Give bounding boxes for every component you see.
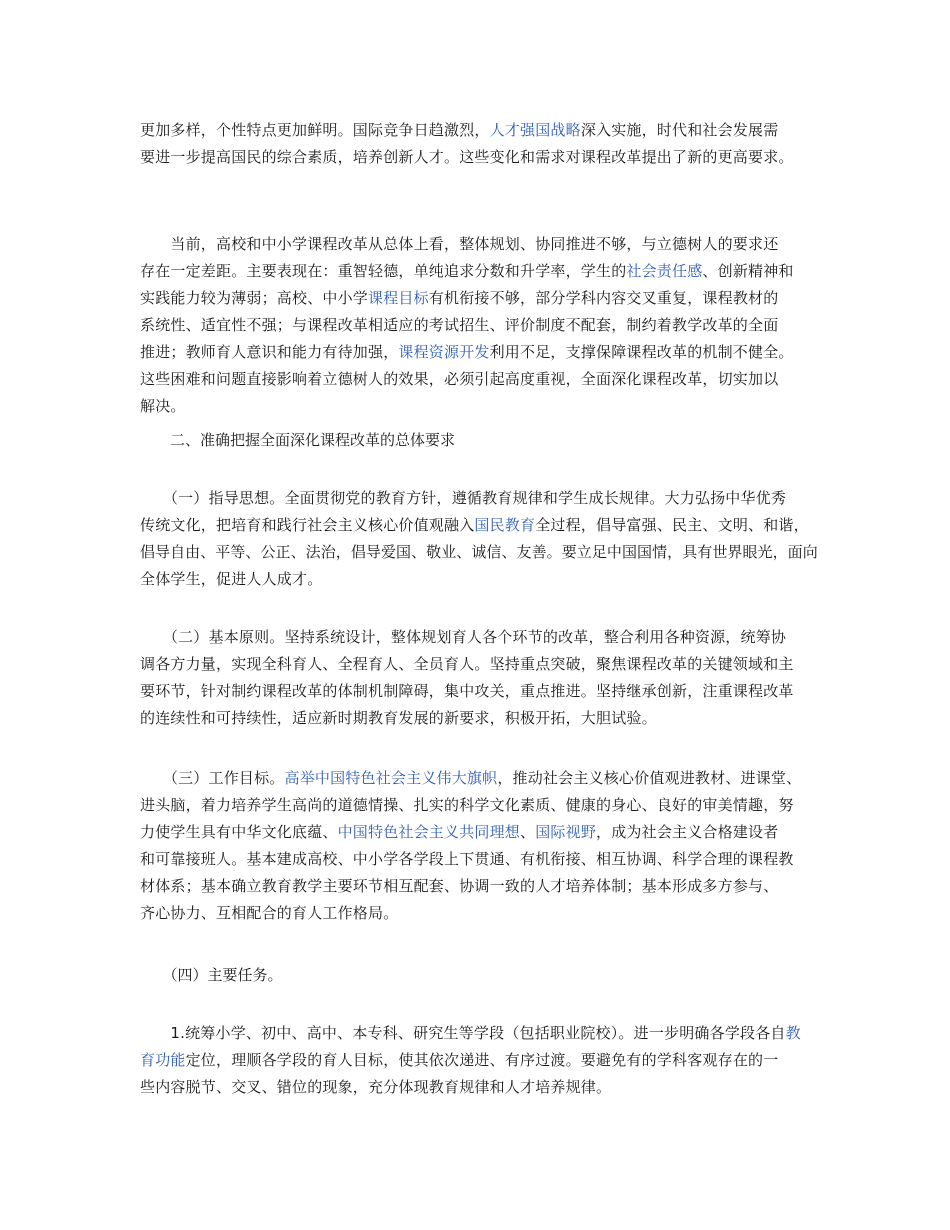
text-line: （二）基本原则。坚持系统设计，整体规划育人各个环节的改革，整合利用各种资源，统筹协 bbox=[140, 628, 787, 646]
link-social-responsibility[interactable]: 社会责任感 bbox=[626, 262, 703, 280]
text-line: 调各方力量，实现全科育人、全程育人、全员育人。坚持重点突破，聚焦课程改革的关键领域和主 bbox=[140, 655, 794, 673]
text-segment: 更加多样，个性特点更加鲜明。国际竞争日趋激烈， bbox=[140, 121, 490, 139]
text-segment: 全过程，倡导富强、民主、文明、和谐， bbox=[535, 516, 809, 534]
text-segment: 定位，理顺各学段的育人目标，使其依次递进、有序过渡。要避免有的学科客观存在的一 bbox=[185, 1051, 779, 1069]
section-heading-2: 二、准确把握全面深化课程改革的总体要求 bbox=[140, 431, 456, 449]
text-line: 材体系；基本确立教育教学主要环节相互配套、协调一致的人才培养体制；基本形成多方参与、 bbox=[140, 877, 779, 895]
text-segment: 推进；教师育人意识和能力有待加强， bbox=[140, 343, 399, 361]
link-socialism-banner[interactable]: 高举中国特色社会主义伟大旗帜 bbox=[284, 769, 498, 787]
link-curriculum-goals[interactable]: 课程目标 bbox=[368, 289, 429, 307]
section-heading-4: （四）主要任务。 bbox=[140, 966, 283, 984]
text-line: 这些困难和问题直接影响着立德树人的效果，必须引起高度重视，全面深化课程改革，切实加以 bbox=[140, 370, 779, 388]
text-segment: 实践能力较为薄弱；高校、中小学 bbox=[140, 289, 369, 307]
paragraph-current-problems bbox=[140, 231, 820, 420]
text-line bbox=[140, 765, 820, 792]
text-line: 当前，高校和中小学课程改革从总体上看，整体规划、协同推进不够，与立德树人的要求还 bbox=[140, 235, 779, 253]
text-segment: 利用不足，支撑保障课程改革的机制不健全。 bbox=[489, 343, 794, 361]
paragraph-intro-continued bbox=[140, 117, 820, 171]
text-segment: 、 bbox=[520, 823, 536, 841]
text-line bbox=[140, 512, 820, 539]
text-line: 的连续性和可持续性，适应新时期教育发展的新要求，积极开拓，大胆试验。 bbox=[140, 709, 657, 727]
link-international-vision[interactable]: 国际视野 bbox=[535, 823, 597, 841]
text-line: 解决。 bbox=[140, 397, 186, 415]
paragraph-work-goals bbox=[140, 765, 820, 927]
text-line bbox=[140, 1020, 820, 1047]
text-segment: 传统文化，把培育和践行社会主义核心价值观融入 bbox=[140, 516, 475, 534]
paragraph-task-1 bbox=[140, 1020, 820, 1101]
text-line: 齐心协力、互相配合的育人工作格局。 bbox=[140, 904, 399, 922]
text-line bbox=[140, 1047, 820, 1074]
text-segment: 力使学生具有中华文化底蕴、 bbox=[140, 823, 338, 841]
text-line bbox=[140, 258, 820, 285]
text-line: 进头脑，着力培养学生高尚的道德情操、扎实的科学文化素质、健康的身心、良好的审美情趣，努 bbox=[140, 796, 794, 814]
text-segment: 存在一定差距。主要表现在：重智轻德，单纯追求分数和升学率，学生的 bbox=[140, 262, 627, 280]
text-line: 倡导自由、平等、公正、法治，倡导爱国、敬业、诚信、友善。要立足中国国情，具有世界眼光，面向 bbox=[140, 543, 818, 561]
text-segment: 1.统筹小学、初中、高中、本专科、研究生等学段（包括职业院校）。进一步明确各学段各自 bbox=[140, 1024, 786, 1042]
text-line bbox=[140, 285, 820, 312]
text-line bbox=[140, 819, 820, 846]
text-line: 全体学生，促进人人成才。 bbox=[140, 570, 323, 588]
text-line: 要进一步提高国民的综合素质，培养创新人才。这些变化和需求对课程改革提出了新的更高要求。 bbox=[140, 148, 794, 166]
text-segment: 、创新精神和 bbox=[702, 262, 794, 280]
text-line bbox=[140, 117, 820, 144]
text-segment: 有机衔接不够，部分学科内容交叉重复，课程教材的 bbox=[428, 289, 779, 307]
text-line bbox=[140, 339, 820, 366]
text-segment: ，成为社会主义合格建设者 bbox=[596, 823, 779, 841]
text-line: （一）指导思想。全面贯彻党的教育方针，遵循教育规律和学生成长规律。大力弘扬中华优秀 bbox=[140, 489, 787, 507]
paragraph-guiding-thought bbox=[140, 485, 820, 593]
text-line: 和可靠接班人。基本建成高校、中小学各学段上下贯通、有机衔接、相互协调、科学合理的课程教 bbox=[140, 850, 794, 868]
text-line: 要环节，针对制约课程改革的体制机制障碍，集中攻关，重点推进。坚持继承创新，注重课程改革 bbox=[140, 682, 794, 700]
link-talent-strategy[interactable]: 人才强国战略 bbox=[489, 121, 581, 139]
link-curriculum-resources[interactable]: 课程资源开发 bbox=[398, 343, 490, 361]
link-education-function[interactable]: 育功能 bbox=[140, 1051, 186, 1069]
text-segment: ，推动社会主义核心价值观进教材、进课堂、 bbox=[497, 769, 802, 787]
text-line: 系统性、适宜性不强；与课程改革相适应的考试招生、评价制度不配套，制约着教学改革的全面 bbox=[140, 316, 779, 334]
text-segment: 深入实施，时代和社会发展需 bbox=[580, 121, 779, 139]
text-line: 些内容脱节、交叉、错位的现象，充分体现教育规律和人才培养规律。 bbox=[140, 1078, 612, 1096]
link-common-ideal[interactable]: 中国特色社会主义共同理想 bbox=[337, 823, 521, 841]
text-segment: （三）工作目标。 bbox=[140, 769, 285, 787]
link-national-education[interactable]: 国民教育 bbox=[474, 516, 536, 534]
paragraph-basic-principles bbox=[140, 624, 820, 732]
link-education-function[interactable]: 教 bbox=[785, 1024, 801, 1042]
